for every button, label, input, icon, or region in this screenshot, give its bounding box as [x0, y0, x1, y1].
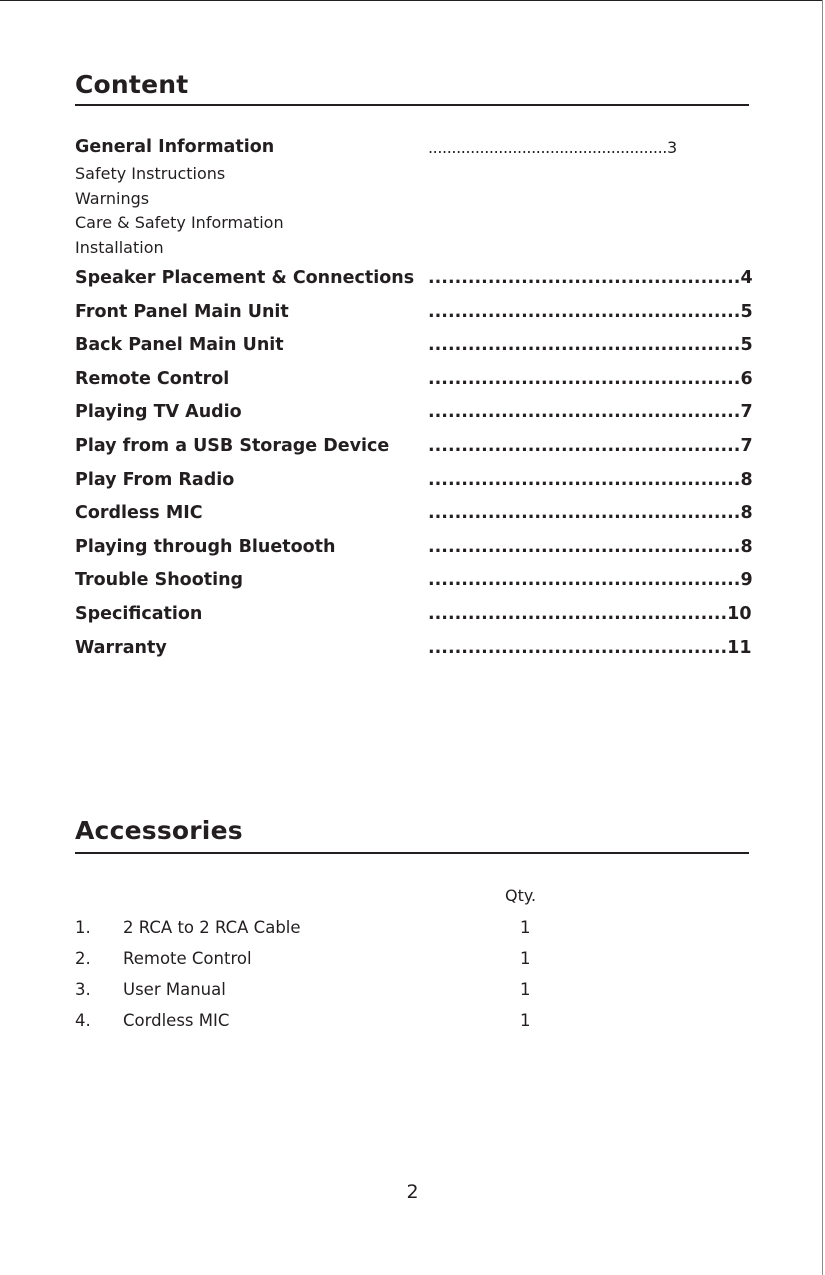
- toc-entry-title: General Information: [75, 137, 275, 157]
- toc-entry-page: ...................................................3: [428, 138, 677, 157]
- toc-entry-trouble-shooting[interactable]: [75, 570, 753, 604]
- list-item: [75, 980, 749, 1011]
- toc-entry-title: Play from a USB Storage Device: [75, 435, 390, 456]
- item-number: 4.: [75, 1011, 91, 1030]
- toc-entry-title: Front Panel Main Unit: [75, 301, 289, 322]
- item-qty: 1: [520, 1011, 531, 1030]
- item-number: 1.: [75, 918, 91, 937]
- toc-subitem[interactable]: Installation: [75, 237, 164, 257]
- item-number: 2.: [75, 949, 91, 968]
- item-qty: 1: [520, 918, 531, 937]
- toc-entry-title: Speaker Placement & Connections: [75, 268, 415, 288]
- list-item: [75, 949, 749, 980]
- item-qty: 1: [520, 949, 531, 968]
- content-divider: [75, 104, 749, 106]
- item-number: 3.: [75, 980, 91, 999]
- toc-entry-general-information[interactable]: [75, 137, 749, 268]
- toc-entry-page: .............................................11: [428, 637, 752, 658]
- toc-entry-cordless-mic[interactable]: [75, 503, 753, 537]
- toc-entry-title: Playing through Bluetooth: [75, 536, 336, 557]
- toc-entry-page: ...............................................7: [428, 402, 753, 423]
- accessories-heading: Accessories: [75, 816, 243, 845]
- toc-entry-playing-tv-audio[interactable]: [75, 402, 753, 436]
- item-name: User Manual: [123, 980, 226, 999]
- qty-column-header: Qty.: [505, 886, 537, 905]
- accessories-list: [75, 918, 749, 1042]
- toc-entry-page: ...............................................7: [428, 435, 753, 456]
- content-heading: Content: [75, 70, 189, 99]
- page-right-edge: [822, 0, 823, 1275]
- toc-entry-title: Cordless MIC: [75, 503, 203, 524]
- toc-entry-page: ...............................................9: [428, 570, 753, 591]
- toc-entry-title: Play From Radio: [75, 469, 235, 490]
- toc-subitem[interactable]: Safety Instructions: [75, 164, 226, 183]
- item-name: 2 RCA to 2 RCA Cable: [123, 918, 301, 937]
- toc-entry-title: Warranty: [75, 637, 167, 658]
- item-qty: 1: [520, 980, 531, 999]
- item-name: Cordless MIC: [123, 1011, 230, 1030]
- toc-entry-title: Trouble Shooting: [75, 570, 244, 591]
- toc-entry-usb-storage[interactable]: [75, 435, 753, 470]
- toc-entry-specification[interactable]: [75, 603, 752, 638]
- table-of-contents: [75, 137, 753, 671]
- toc-entry-speaker-placement[interactable]: [75, 268, 753, 302]
- toc-entry-title: Playing TV Audio: [75, 402, 242, 423]
- toc-entry-page: ...............................................8: [428, 503, 753, 524]
- page-number: 2: [406, 1181, 419, 1203]
- toc-subitem[interactable]: Care & Safety Information: [75, 213, 284, 232]
- toc-entry-title: Specification: [75, 603, 203, 624]
- toc-entry-page: ...............................................8: [428, 469, 753, 490]
- toc-entry-remote-control[interactable]: [75, 368, 753, 403]
- toc-entry-front-panel[interactable]: [75, 301, 753, 336]
- toc-entry-title: Back Panel Main Unit: [75, 335, 284, 356]
- toc-subitems: [75, 162, 284, 260]
- toc-entry-page: ...............................................5: [428, 335, 753, 356]
- toc-subitem[interactable]: Warnings: [75, 188, 150, 208]
- toc-entry-page: ...............................................4: [428, 268, 753, 288]
- toc-entry-page: ...............................................6: [428, 368, 753, 389]
- toc-entry-bluetooth[interactable]: [75, 536, 753, 571]
- page-top-edge: [0, 0, 822, 1]
- list-item: [75, 918, 749, 949]
- toc-entry-page: .............................................10: [428, 603, 752, 624]
- toc-entry-page: ...............................................5: [428, 301, 753, 322]
- toc-entry-back-panel[interactable]: [75, 335, 753, 369]
- list-item: [75, 1011, 749, 1042]
- toc-entry-page: ...............................................8: [428, 536, 753, 557]
- toc-entry-radio[interactable]: [75, 469, 753, 504]
- toc-entry-title: Remote Control: [75, 368, 230, 389]
- item-name: Remote Control: [123, 949, 252, 968]
- accessories-divider: [75, 852, 749, 854]
- toc-entry-warranty[interactable]: [75, 637, 752, 672]
